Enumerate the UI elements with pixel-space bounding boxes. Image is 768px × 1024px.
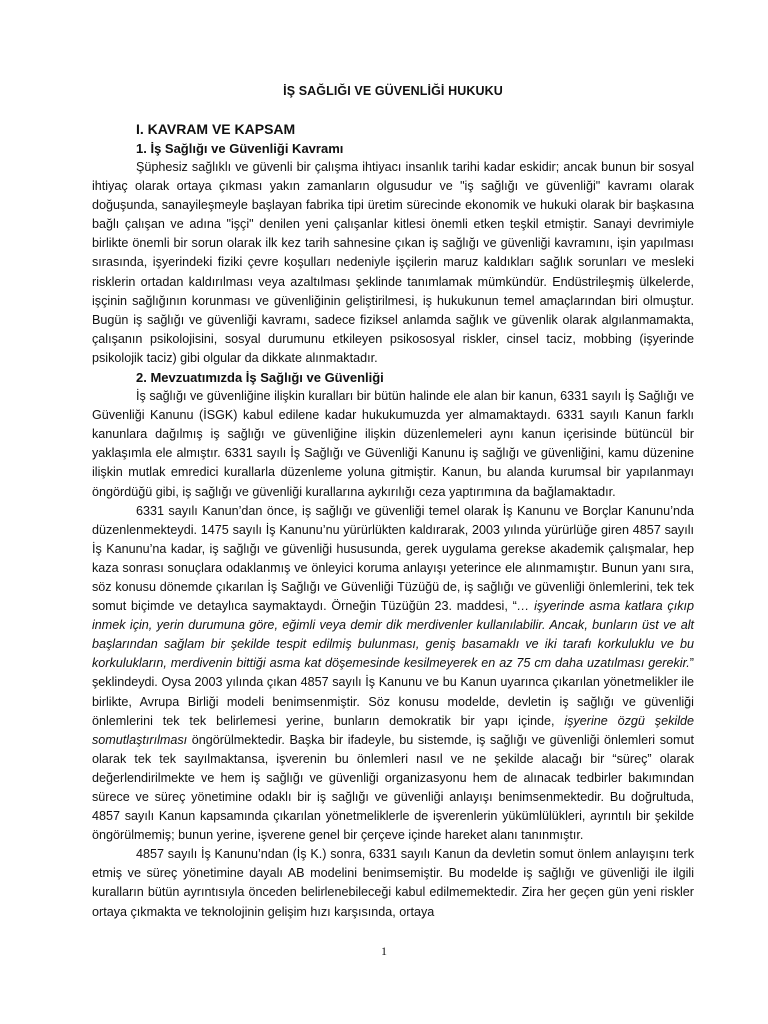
paragraph-1: Şüphesiz sağlıklı ve güvenli bir çalışma ihtiyacı insanlık tarihi kadar eskidir; ancak bunun bir sosyal ihtiyaç olarak ortaya çıkması yakın zamanların olgusudur ve "iş sağlığı ve güvenliği" kavramı olarak doğuşunda, sanayileşmeyle başlayan fabrika tipi üretim sürecinde ekonomik ve hukuki olarak bir başkasına bağlı çalışan ve adına "işçi" denilen yeni çalışanlar kitlesi önemli etken teşkil etmiştir. Sanayi devrimiyle birlikte önemli bir sorun olarak ilk kez tarih sahnesine çıkan iş sağlığı ve güvenliği kavramını, işin yapılması sırasında, işyerindeki fiziki çevre koşulları nedeniyle işçilerin maruz kaldıkları sağlık sorunları ve mesleki risklerin ortadan kaldırılması veya azaltılması şeklinde tanımlamak mümkündür. Endüstrileşmiş ülkelerde, işçinin sağlığının korunması ve güvenliğinin geliştirilmesi, iş hukukunun temel amaçlarından biri olmuştur. Bugün iş sağlığı ve güvenliği kavramı, sadece fiziksel anlamda sağlık ve güvenlik olarak algılanmamakta, çalışanın psikolojisini, sosyal durumunu etkileyen psikososyal riskler, cinsel taciz, mobbing (işyerinde psikolojik taciz) gibi olgular da dikkate alınmaktadır. (92, 160, 694, 365)
document-title: İŞ SAĞLIĞI VE GÜVENLİĞİ HUKUKU (283, 84, 503, 98)
section-heading: I. KAVRAM VE KAPSAM (136, 121, 296, 137)
subsection-heading-1: 1. İş Sağlığı ve Güvenliği Kavramı (136, 141, 344, 156)
paragraph-3-text-c: öngörülmektedir. Başka bir ifadeyle, bu sistemde, iş sağlığı ve güvenliği önlemleri somut olarak tek tek sayılmaktansa, işverenin bu önlemleri nasıl ve ne şekilde alacağı bir “süreç” olarak değerlendirilmekte ve hem iş sağlığı ve güvenliği organizasyonu hem de alınacak tedbirler bakımından sürece ve süreç yönetimine odaklı bir iş sağlığı ve güvenliği anlayışı benimsenmektedir. Bu doğrultuda, 4857 sayılı Kanun kapsamında çıkarılan yönetmeliklerle de işverenlerin yükümlülükleri, ayrıntılı bir şekilde öngörülmemiş; bunun yerine, işverene genel bir çerçeve içinde hareket alanı tanınmıştır. (92, 732, 694, 843)
paragraph-3-emphasis: işyerine özgü şekilde somutlaştırılması (92, 713, 694, 747)
document-page (92, 84, 694, 922)
paragraph-3-text-b: ” şeklindeydi. Oysa 2003 yılında çıkan 4857 sayılı İş Kanunu ve bu Kanun uyarınca çıkarılan yönetmelikler ile birlikte, Avrupa Birliği modeli benimsenmiştir. Söz konusu modelde, devletin iş sağlığı ve güvenliği önlemlerini tek tek belirlemesi yerine, bunların demokratik bir yapı içinde, (92, 656, 694, 728)
paragraph-2: İş sağlığı ve güvenliğine ilişkin kuralları bir bütün halinde ele alan bir kanun, 6331 sayılı İş Sağlığı ve Güvenliği Kanunu (İSGK) kabul edilene kadar hukukumuzda yer almamaktaydı. 6331 sayılı Kanun farklı kanunlara dağılmış iş sağlığı ve güvenliğine ilişkin düzenlemeleri aynı kanun içerisinde bütüncül bir yaklaşımla ele almıştır. 6331 sayılı İş Sağlığı ve Güvenliği Kanunu iş sağlığı ve güvenliğini, kamu düzenine ilişkin mutlak emredici kurallarla düzenleme yoluna gitmiştir. Kanun, bu alanda kurumsal bir yapılanmayı öngördüğü gibi, iş sağlığı ve güvenliği kurallarına aykırılığı ceza yaptırımına da bağlamaktadır. (92, 389, 694, 499)
subsection-heading-2: 2. Mevzuatımızda İş Sağlığı ve Güvenliği (136, 370, 384, 386)
paragraph-3 (92, 502, 694, 846)
page-number: 1 (381, 944, 387, 958)
paragraph-3-text-a: 6331 sayılı Kanun’dan önce, iş sağlığı ve güvenliği temel olarak İş Kanunu ve Borçlar Kanunu’nda düzenlenmekteydi. 1475 sayılı İş Kanunu’nu yürürlükten kaldırarak, 2003 yılında yürürlüğe giren 4857 sayılı İş Kanunu’na kadar, iş sağlığı ve güvenliği hususunda, gerek uygulama gerekse akademik çalışmalar, hep kaza sonrası sonuçlara odaklanmış ve önleyici koruma anlayışı yeterince ele alınmamıştır. Bunun yanı sıra, söz konusu dönemde çıkarılan İş Sağlığı ve Güvenliği Tüzüğü de, iş sağlığı ve güvenliği önlemlerini, tek tek somut biçimde ve detaylıca saymaktaydı. Örneğin Tüzüğün 23. maddesi, “ (92, 503, 694, 614)
paragraph-3-quote: … işyerinde asma katlara çıkıp inmek için, yerin durumuna göre, eğimli veya demir dik merdivenler kullanılabilir. Ancak, bunların üst ve alt başlarından sağlam bir şekilde tespit edilmiş bulunması, geniş basamaklı ve iki tarafı korkuluklu ve bu korkulukların, merdivenin bittiği asma kat döşemesinde kesilmeyerek en az 75 cm daha uzatılması gerekir. (92, 599, 694, 671)
paragraph-4: 4857 sayılı İş Kanunu’ndan (İş K.) sonra, 6331 sayılı Kanun da devletin somut önlem anlayışını terk etmiş ve süreç yönetimine dayalı AB modelini benimsemiştir. Bu modelde iş sağlığı ve güvenliği ile ilgili kuralların bütün ayrıntısıyla önceden belirlenebileceği kabul edilmemektedir. Zira her geçen gün yeni riskler ortaya çıkmakta ve teknolojinin gelişim hızı karşısında, ortaya (92, 847, 694, 919)
